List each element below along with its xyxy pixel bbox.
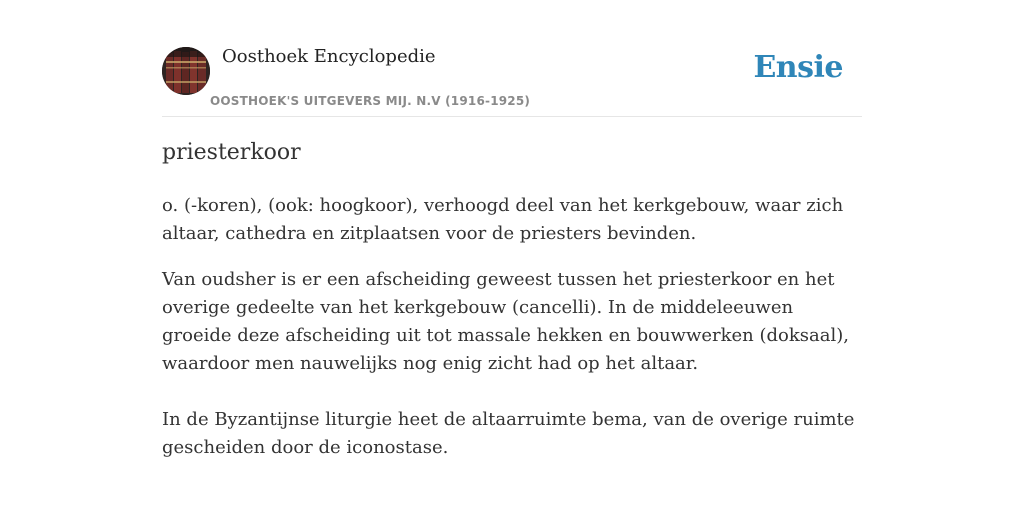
ensie-logo[interactable]: Ensie — [753, 50, 843, 85]
page — [162, 0, 862, 458]
article-term: priesterkoor — [162, 140, 301, 165]
page-header — [162, 0, 862, 117]
publication-title[interactable]: Oosthoek Encyclopedie — [222, 46, 436, 67]
publisher-subtitle: OOSTHOEK'S UITGEVERS MIJ. N.V (1916-1925) — [210, 94, 531, 108]
publication-avatar[interactable] — [162, 47, 210, 95]
article-paragraph: Van oudsher is er een afscheiding geweest tussen het priesterkoor en het overige gedeelte van het kerkgebouw (cancelli). In de middeleeuwen groeide deze afscheiding uit tot massale hekken en bouwwerken (doksaal), waardoor men nauwelijks nog enig zicht had op het altaar. — [162, 269, 849, 374]
article-paragraph: o. (-koren), (ook: hoogkoor), verhoogd deel van het kerkgebouw, waar zich altaar, cathedra en zitplaatsen voor de priesters bevinden. — [162, 195, 844, 244]
book-spines-icon — [162, 47, 210, 95]
article-paragraph: In de Byzantijnse liturgie heet de altaarruimte bema, van de overige ruimte gescheiden door de iconostase. — [162, 409, 855, 458]
